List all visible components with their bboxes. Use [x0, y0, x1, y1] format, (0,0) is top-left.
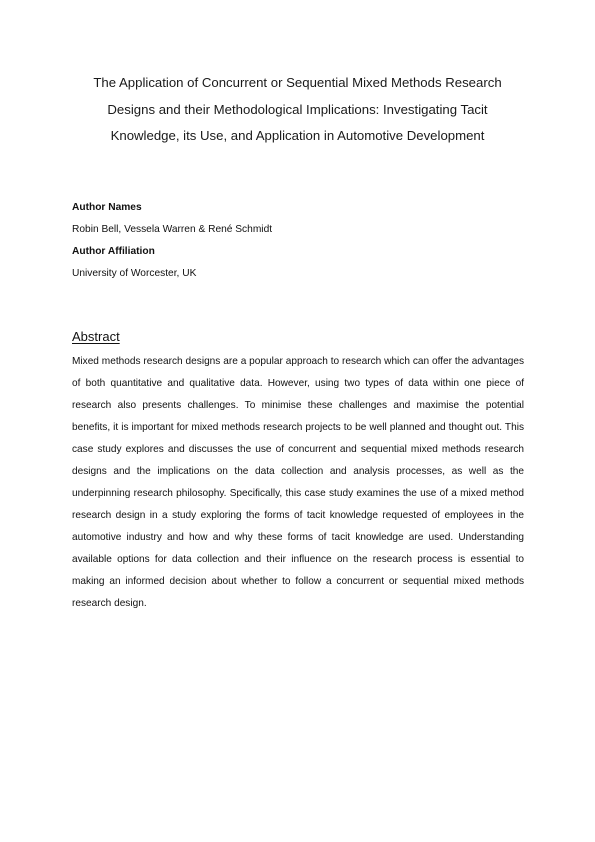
- author-affiliation-label: Author Affiliation: [72, 246, 155, 257]
- author-names-label: Author Names: [72, 202, 142, 213]
- paper-title-line-2: Designs and their Methodological Implications: Investigating Tacit: [107, 101, 488, 117]
- author-affiliation: University of Worcester, UK: [72, 268, 197, 279]
- paper-title: [62, 70, 533, 150]
- abstract-heading: Abstract: [72, 329, 120, 344]
- paper-title-line-1: The Application of Concurrent or Sequential Mixed Methods Research: [93, 75, 502, 90]
- author-block: [72, 197, 532, 285]
- abstract-text: Mixed methods research designs are a popular approach to research which can offer the advantages of both quantitative and qualitative data. However, using two types of data within one piece of research also presents challenges. To minimise these challenges and maximise the potential benefits, it is important for mixed methods research projects to be well planned and thought out. This case study explores and discusses the use of concurrent and sequential mixed methods research designs and the implications on the data collection and analysis processes, as well as the underpinning research philosophy. Specifically, this case study examines the use of a mixed method research design in a study exploring the forms of tacit knowledge requested of employees in the automotive industry and how and why these forms of tacit knowledge are used. Understanding available options for data collection and their influence on the research process is essential to making an informed decision about whether to follow a concurrent or sequential mixed methods research design.: [72, 356, 524, 609]
- paper-title-line-3: Knowledge, its Use, and Application in Automotive Development: [110, 128, 485, 143]
- author-names: Robin Bell, Vessela Warren & René Schmidt: [72, 224, 273, 235]
